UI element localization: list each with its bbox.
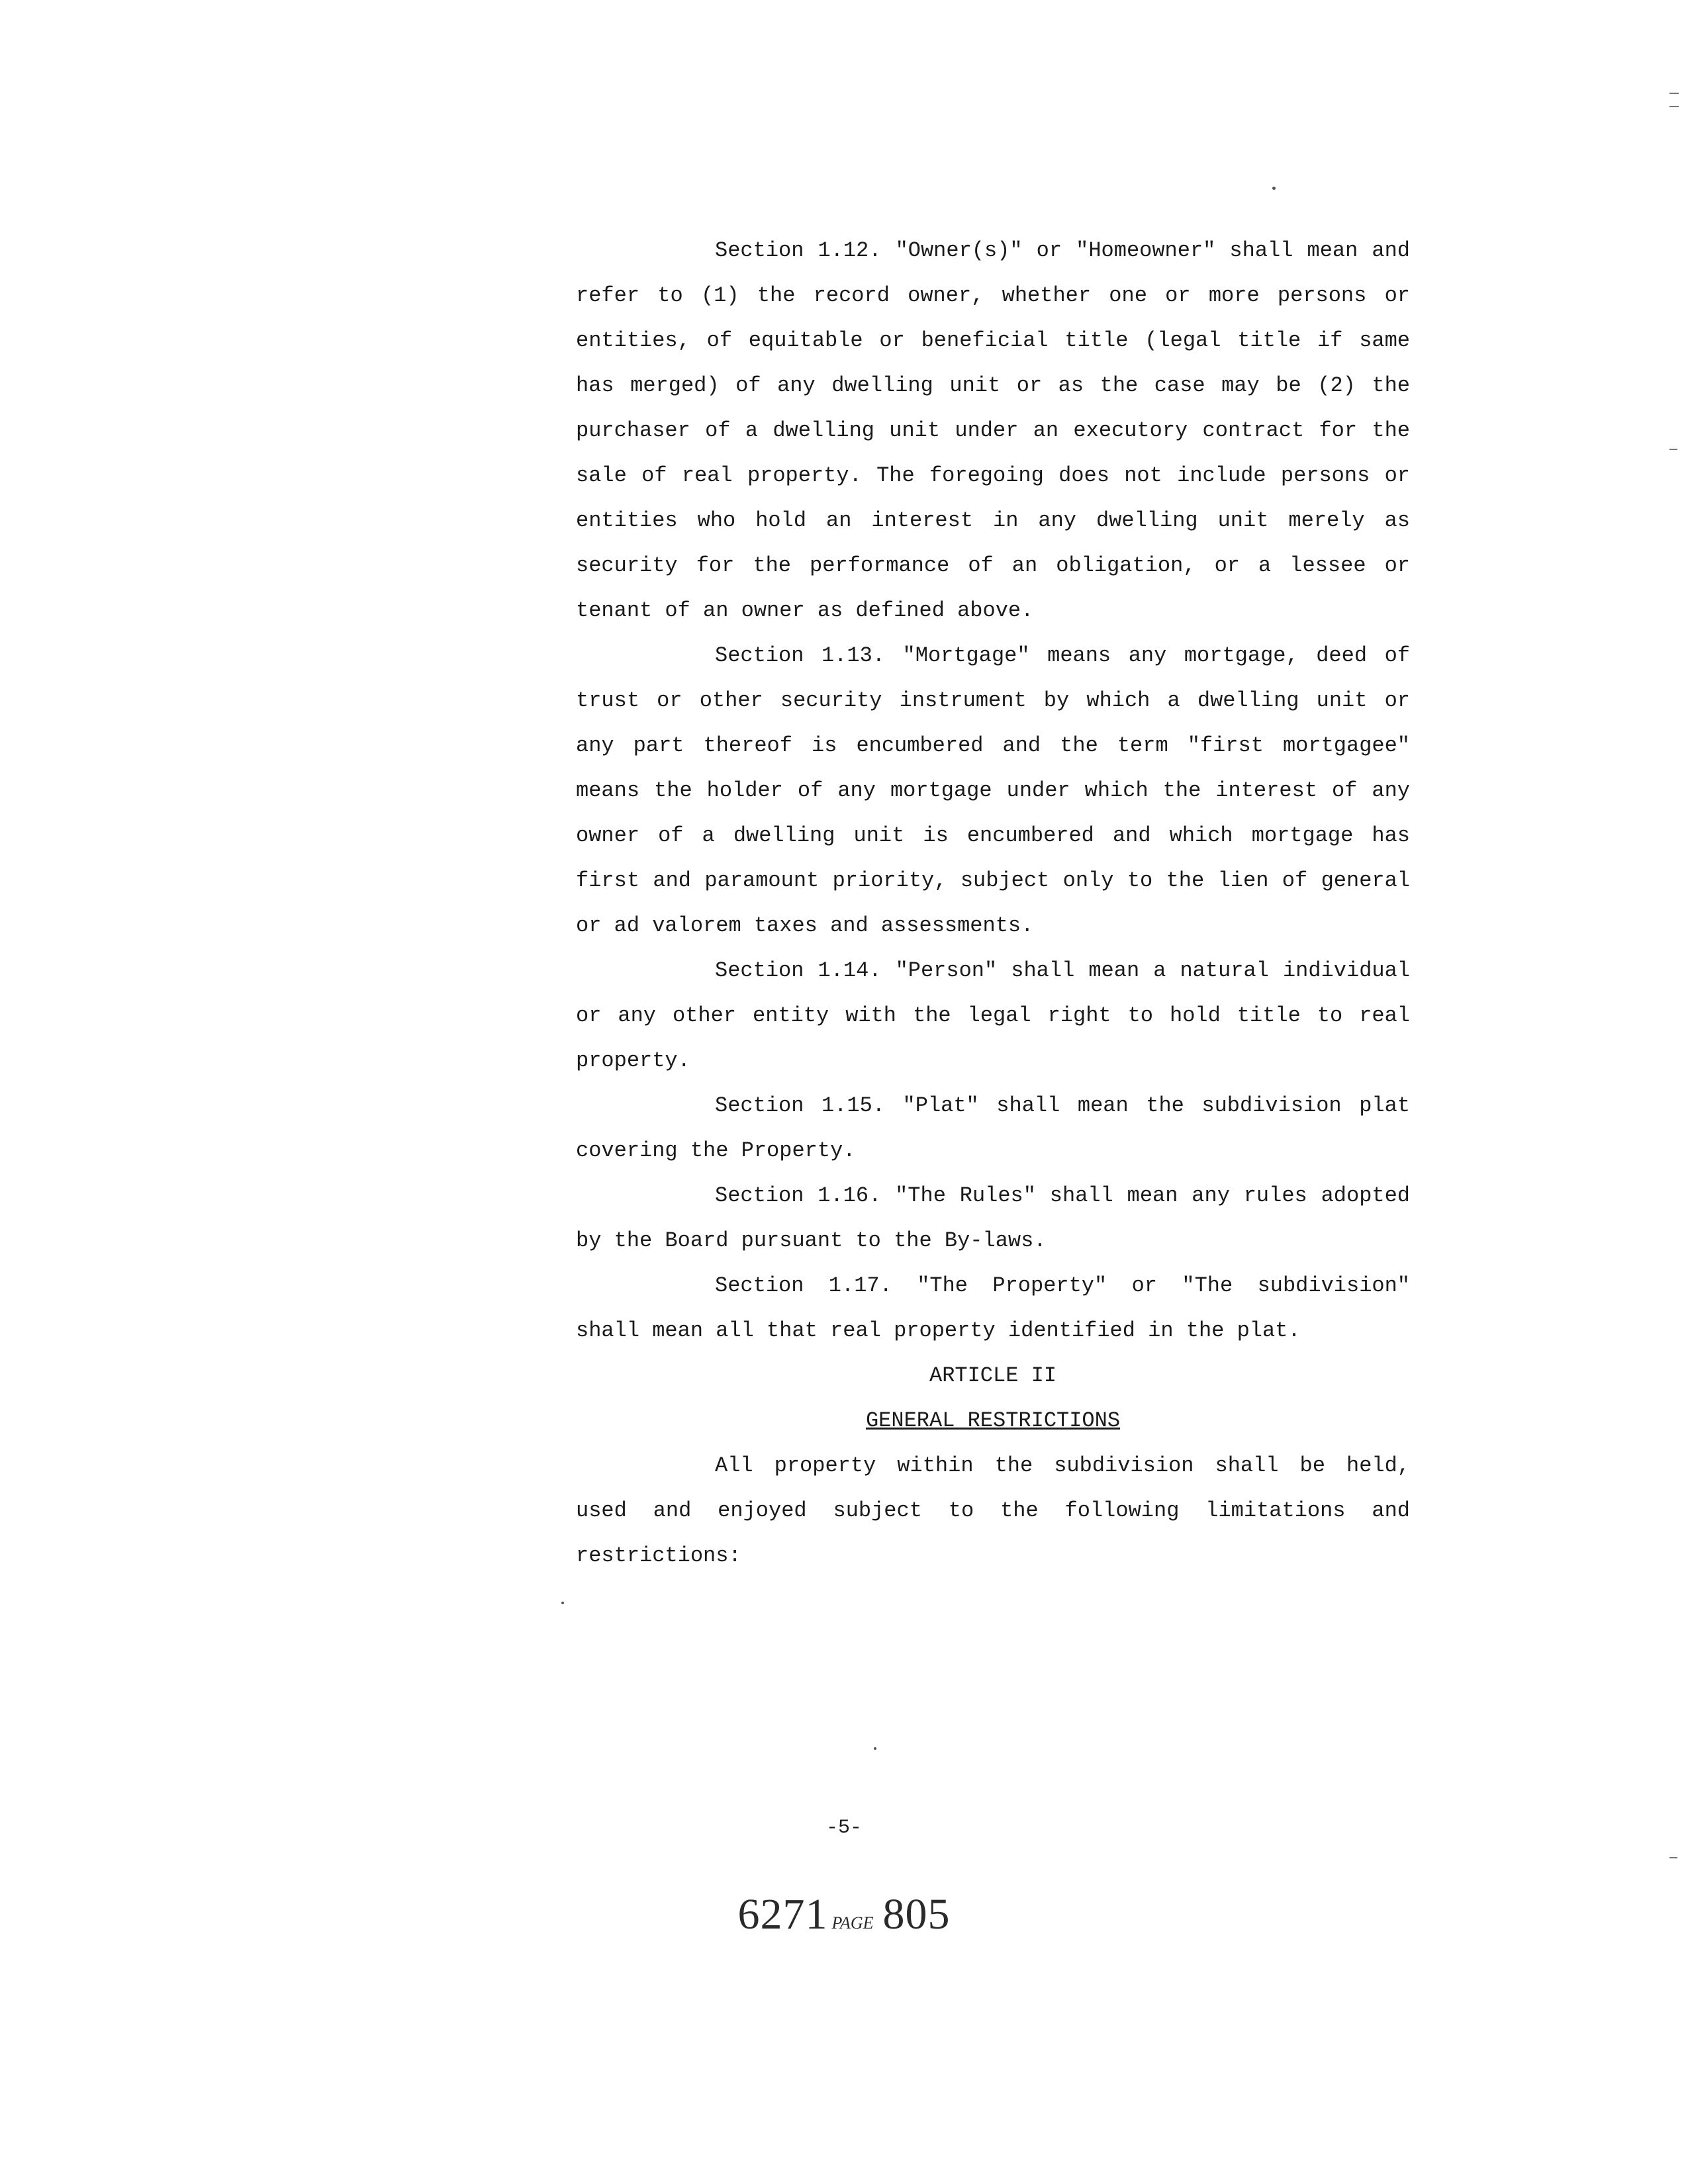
stamp-book-number: 6271 <box>737 1890 828 1938</box>
page-number: -5- <box>825 1817 862 1839</box>
section-1-14-paragraph: Section 1.14. "Person" shall mean a natural individual or any other entity with the legal right to hold title to real property. <box>576 958 1410 1073</box>
recording-stamp <box>0 1889 1688 1940</box>
section-1-16-paragraph: Section 1.16. "The Rules" shall mean any rules adopted by the Board pursuant to the By-laws. <box>576 1183 1410 1253</box>
scan-edge-mark <box>1669 1857 1677 1858</box>
article-title: GENERAL RESTRICTIONS <box>865 1408 1121 1433</box>
scan-edge-mark <box>1669 93 1679 94</box>
scan-speck <box>1272 187 1276 190</box>
stamp-page-number: 805 <box>882 1890 951 1938</box>
scan-edge-mark <box>1669 106 1679 107</box>
section-1-15-paragraph: Section 1.15. "Plat" shall mean the subdivision plat covering the Property. <box>576 1093 1410 1163</box>
section-1-17-paragraph: Section 1.17. "The Property" or "The subdivision" shall mean all that real property identified in the plat. <box>576 1273 1410 1343</box>
scan-speck <box>874 1747 876 1750</box>
section-1-13-paragraph: Section 1.13. "Mortgage" means any mortgage, deed of trust or other security instrument by which a dwelling unit or any part thereof is encumbered and the term "first mortgagee" means the holder of any mortgage under which the interest of any owner of a dwelling unit is encumbered and which mortgage has first and paramount priority, subject only to the lien of general or ad valorem taxes and assessments. <box>576 643 1410 938</box>
stamp-page-label: PAGE <box>831 1913 874 1933</box>
scan-edge-mark <box>1669 449 1677 450</box>
section-1-12-paragraph: Section 1.12. "Owner(s)" or "Homeowner" shall mean and refer to (1) the record owner, whether one or more persons or entities, of equitable or beneficial title (legal title if same has merged) of any dwelling unit or as the case may be (2) the purchaser of a dwelling unit under an executory contract for the sale of real property. The foregoing does not include persons or entities who hold an interest in any dwelling unit merely as security for the performance of an obligation, or a lessee or tenant of an owner as defined above. <box>576 238 1410 623</box>
scan-speck <box>561 1602 564 1604</box>
document-body <box>576 228 1410 1578</box>
article-intro-paragraph: All property within the subdivision shall be held, used and enjoyed subject to the following limitations and restrictions: <box>576 1453 1410 1568</box>
article-number: ARTICLE II <box>929 1363 1057 1388</box>
